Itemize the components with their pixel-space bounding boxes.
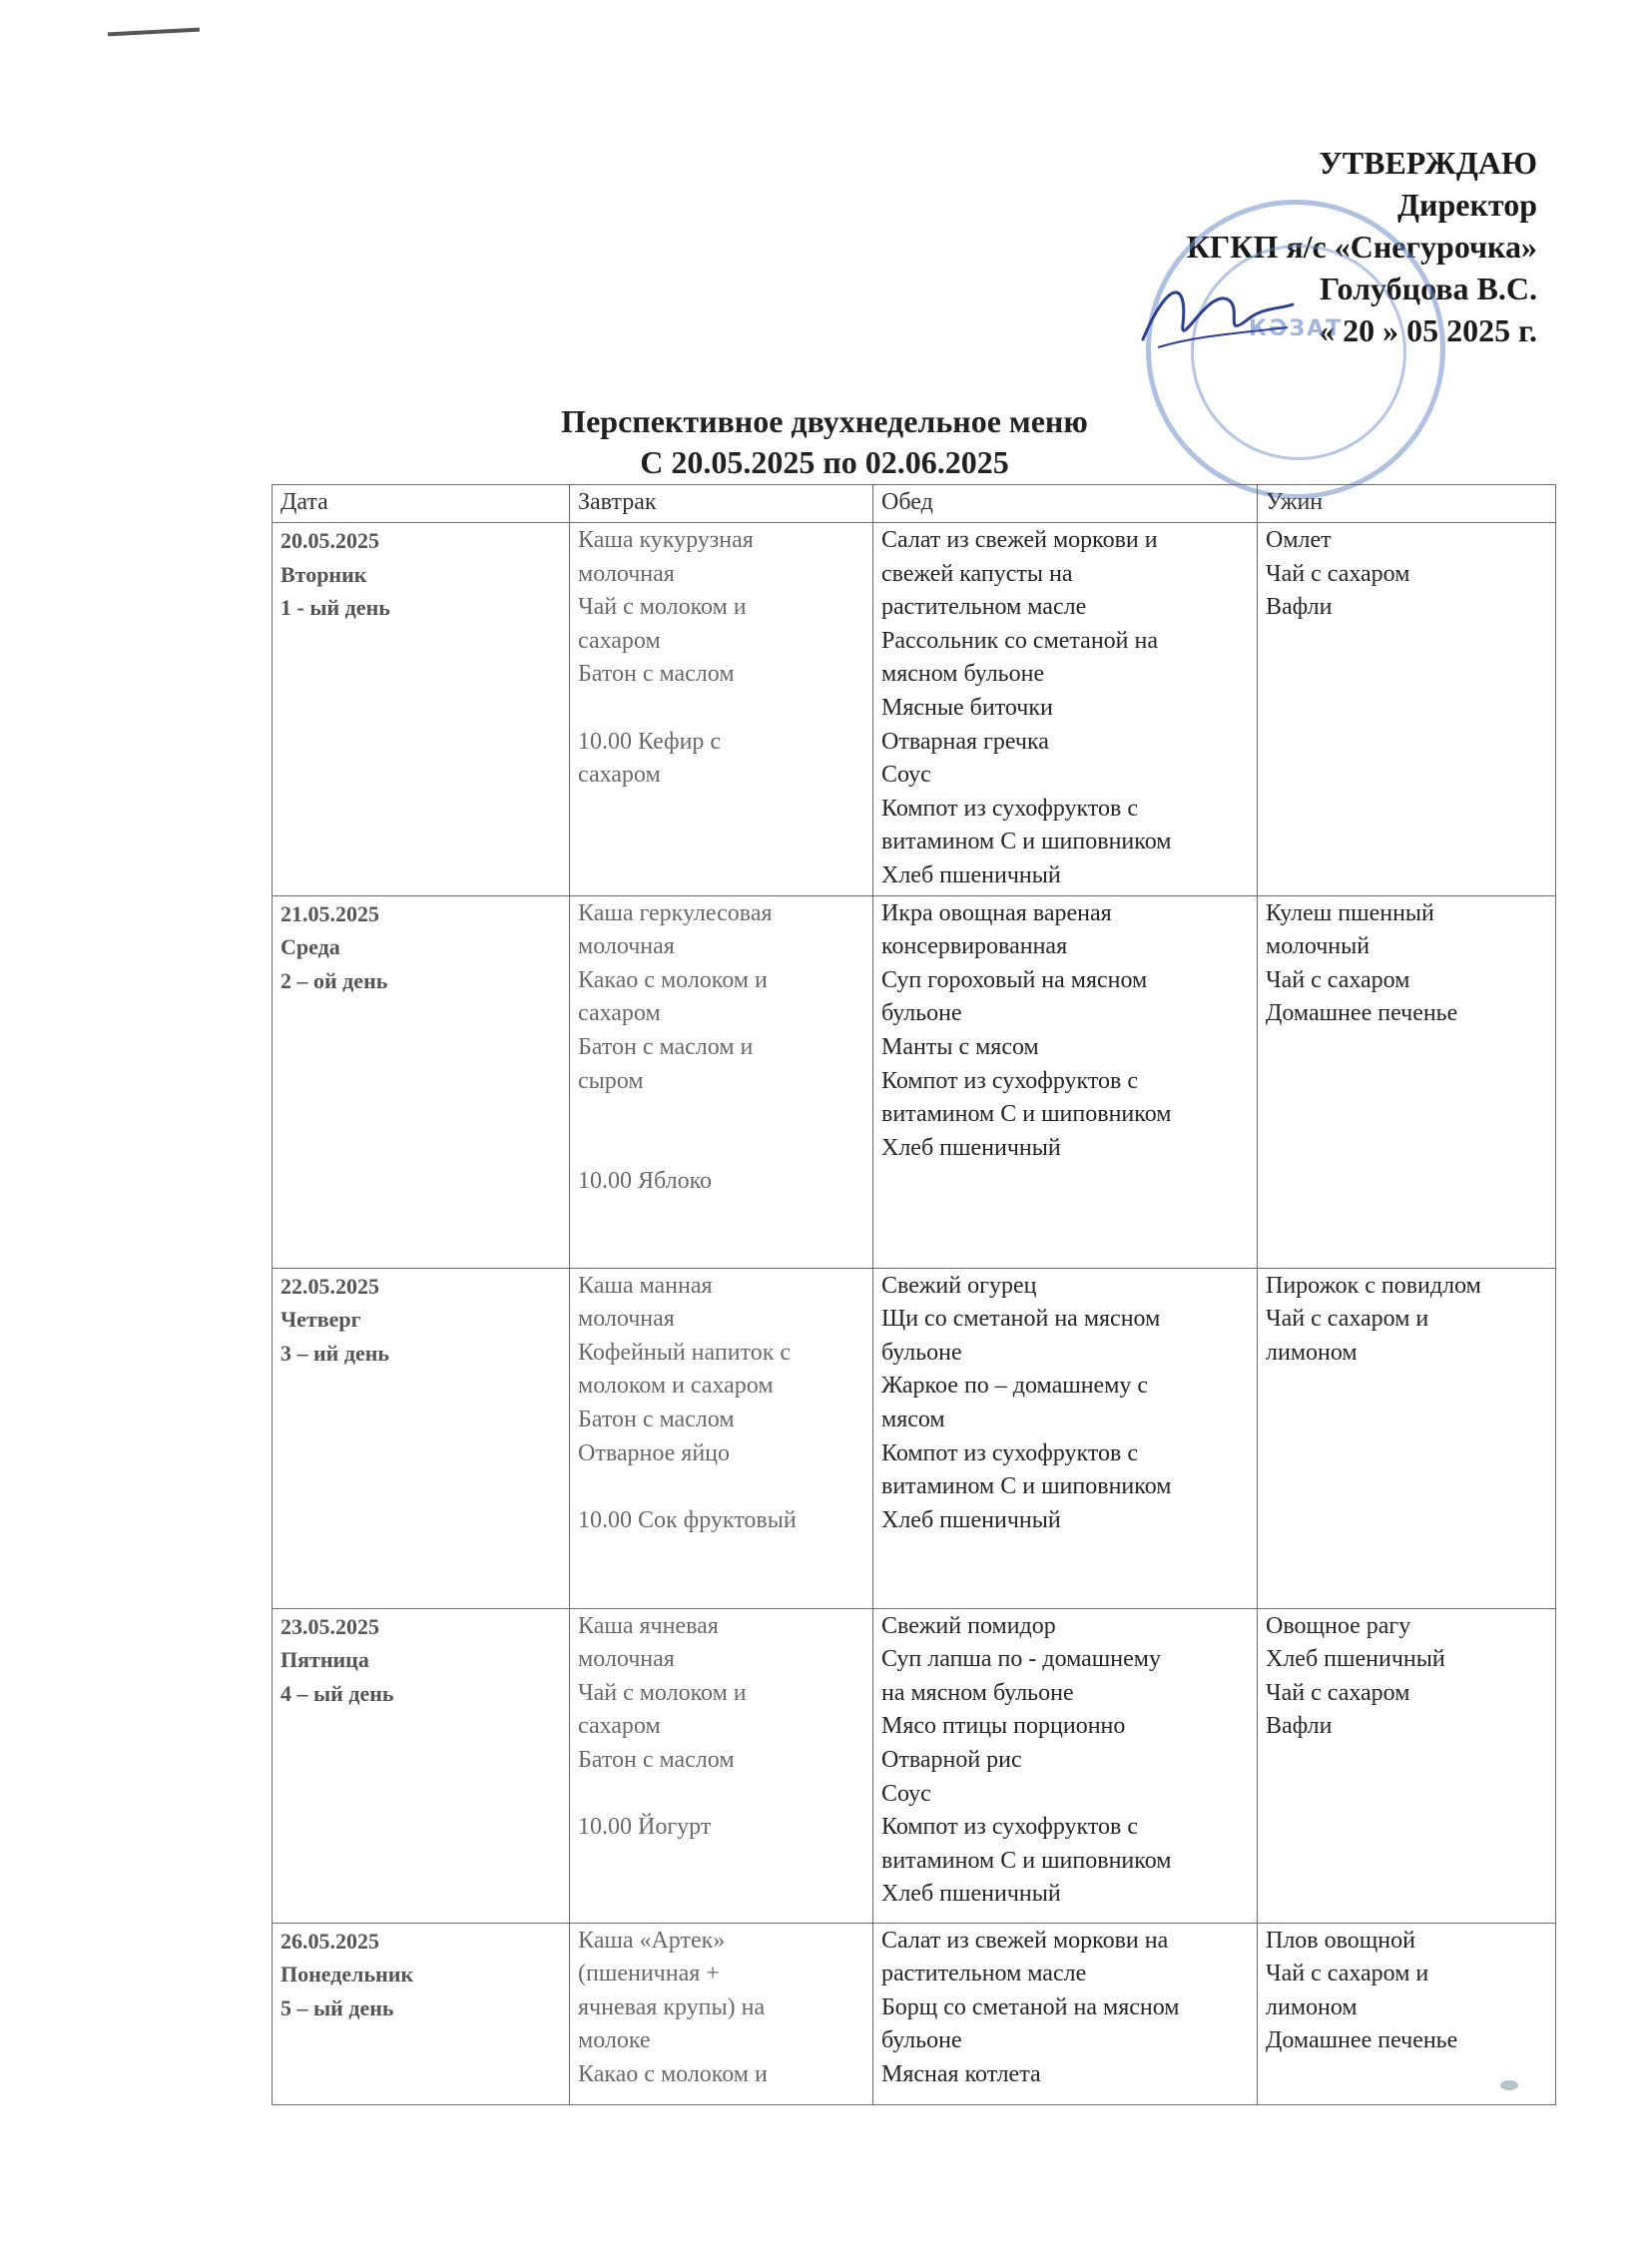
lunch-line: Рассольник со сметаной на	[881, 627, 1159, 654]
dinner-line: Чай с сахаром	[1266, 1679, 1410, 1706]
lunch-line: консервированная	[881, 933, 1068, 960]
dinner-line: Домашнее печенье	[1266, 1000, 1458, 1027]
breakfast-cell	[570, 1608, 873, 1923]
approval-name: Голубцова В.С.	[1319, 271, 1537, 306]
lunch-line: витамином С и шиповником	[881, 1473, 1172, 1500]
dinner-line: Омлет	[1266, 527, 1332, 553]
lunch-cell	[873, 523, 1258, 896]
breakfast-line: молочная	[578, 1646, 675, 1673]
dinner-line: Вафли	[1266, 1713, 1333, 1740]
lunch-line: бульоне	[881, 1000, 962, 1027]
dinner-line: Плов овощной	[1266, 1927, 1415, 1954]
breakfast-line: сахаром	[578, 1000, 661, 1027]
header-breakfast: Завтрак	[570, 485, 873, 523]
dinner-line: Овощное рагу	[1266, 1612, 1411, 1639]
breakfast-line: Чай с молоком и	[578, 594, 747, 621]
lunch-line: Хлеб пшеничный	[881, 1506, 1061, 1533]
dinner-line: молочный	[1266, 933, 1371, 960]
dinner-line: Чай с сахаром	[1266, 966, 1410, 993]
lunch-line: Свежий огурец	[881, 1272, 1037, 1299]
breakfast-line: 10.00 Яблоко	[578, 1168, 713, 1195]
breakfast-line: молоком и сахаром	[578, 1373, 774, 1400]
lunch-line: Соус	[881, 762, 931, 789]
breakfast-line: Чай с молоком и	[578, 1679, 747, 1706]
lunch-cell	[873, 895, 1258, 1268]
scan-speck	[1500, 2080, 1518, 2090]
lunch-line: Борщ со сметаной на мясном	[881, 1993, 1180, 2020]
breakfast-line: ячневая крупы) на	[578, 1993, 766, 2020]
breakfast-line: Какао с молоком и	[578, 966, 768, 993]
breakfast-line: Батон с маслом	[578, 1746, 735, 1773]
date-cell	[273, 1268, 570, 1608]
menu-table	[272, 484, 1556, 2105]
breakfast-cell	[570, 1268, 873, 1608]
date-line: 20.05.2025	[280, 528, 379, 553]
breakfast-line: сахаром	[578, 627, 661, 654]
breakfast-line: молоке	[578, 2027, 651, 2054]
breakfast-line: молочная	[578, 933, 675, 960]
dinner-line: Чай с сахаром и	[1266, 1306, 1429, 1333]
breakfast-line: Кофейный напиток с	[578, 1339, 792, 1366]
breakfast-line: Каша «Артек»	[578, 1927, 726, 1954]
date-line: 1 - ый день	[280, 595, 390, 621]
lunch-line: витамином С и шиповником	[881, 1101, 1172, 1128]
lunch-line: свежей капусты на	[881, 560, 1073, 587]
breakfast-line: сыром	[578, 1067, 644, 1094]
breakfast-line: (пшеничная +	[578, 1961, 720, 1987]
dinner-cell	[1258, 1923, 1556, 2104]
dinner-line: Чай с сахаром и	[1266, 1961, 1429, 1987]
date-line: Среда	[280, 934, 340, 960]
dinner-line: лимоном	[1266, 1339, 1358, 1366]
approval-position: Директор	[1397, 187, 1537, 223]
dinner-line: Пирожок с повидлом	[1266, 1272, 1481, 1299]
corner-mark	[108, 28, 200, 37]
lunch-line: витамином С и шиповником	[881, 1847, 1172, 1874]
lunch-line: растительном масле	[881, 594, 1087, 621]
lunch-line: растительном масле	[881, 1961, 1087, 1987]
date-line: 2 – ой день	[280, 967, 388, 993]
breakfast-line: молочная	[578, 1306, 675, 1333]
dinner-cell	[1258, 523, 1556, 896]
date-cell	[273, 1608, 570, 1923]
breakfast-line: Батон с маслом	[578, 1406, 735, 1432]
stamp-text: КӘЗАТ	[1248, 316, 1344, 341]
dinner-line: Кулеш пшенный	[1266, 899, 1434, 926]
lunch-line: бульоне	[881, 1339, 962, 1366]
date-line: 23.05.2025	[280, 1613, 379, 1639]
breakfast-cell	[570, 1923, 873, 2104]
date-cell	[273, 523, 570, 896]
date-line: Вторник	[280, 561, 367, 587]
header-lunch: Обед	[873, 485, 1258, 523]
approval-date: « 20 » 05 2025 г.	[1319, 312, 1537, 348]
date-line: Четверг	[280, 1307, 361, 1333]
blank-line	[578, 1778, 867, 1812]
breakfast-line: Каша кукурузная	[578, 527, 754, 553]
approval-organization: КГКП я/с «Снегурочка»	[1186, 229, 1537, 265]
date-line: 4 – ый день	[280, 1680, 394, 1706]
lunch-line: Компот из сухофруктов с	[881, 1814, 1139, 1841]
breakfast-line: Каша геркулесовая	[578, 899, 773, 926]
lunch-line: Компот из сухофруктов с	[881, 1439, 1139, 1466]
lunch-line: мясом	[881, 1406, 945, 1432]
breakfast-cell	[570, 523, 873, 896]
lunch-line: Свежий помидор	[881, 1612, 1056, 1639]
dinner-line: Домашнее печенье	[1266, 2027, 1458, 2054]
breakfast-line: Каша манная	[578, 1272, 713, 1299]
lunch-line: Мясные биточки	[881, 694, 1053, 721]
lunch-line: Салат из свежей моркови и	[881, 527, 1158, 553]
lunch-line: Хлеб пшеничный	[881, 1881, 1061, 1908]
breakfast-cell	[570, 895, 873, 1268]
breakfast-line: Отварное яйцо	[578, 1439, 731, 1466]
lunch-line: Компот из сухофруктов с	[881, 795, 1139, 822]
table-header-row	[273, 485, 1556, 523]
lunch-cell	[873, 1268, 1258, 1608]
dinner-line: Чай с сахаром	[1266, 560, 1410, 587]
date-line: 5 – ый день	[280, 1994, 394, 2020]
date-line: 22.05.2025	[280, 1273, 379, 1299]
breakfast-line: Батон с маслом	[578, 661, 735, 688]
breakfast-line: сахаром	[578, 762, 661, 789]
approval-title: УТВЕРЖДАЮ	[1319, 145, 1537, 181]
lunch-cell	[873, 1923, 1258, 2104]
dinner-cell	[1258, 1608, 1556, 1923]
lunch-line: Салат из свежей моркови на	[881, 1927, 1169, 1954]
lunch-line: Хлеб пшеничный	[881, 1134, 1061, 1161]
date-line: 3 – ий день	[280, 1340, 390, 1366]
lunch-line: Щи со сметаной на мясном	[881, 1306, 1161, 1333]
dinner-line: Хлеб пшеничный	[1266, 1646, 1445, 1673]
dinner-cell	[1258, 895, 1556, 1268]
breakfast-line: Батон с маслом и	[578, 1033, 754, 1060]
menu-heading	[0, 401, 1649, 483]
date-line: 21.05.2025	[280, 900, 379, 926]
date-line: Понедельник	[280, 1962, 414, 1987]
lunch-cell	[873, 1608, 1258, 1923]
dinner-cell	[1258, 1268, 1556, 1608]
blank-line	[578, 1132, 867, 1166]
table-row	[273, 523, 1556, 896]
table-row	[273, 1268, 1556, 1608]
lunch-line: Манты с мясом	[881, 1033, 1039, 1060]
lunch-line: Мясо птицы порционно	[881, 1713, 1126, 1740]
dinner-line: Вафли	[1266, 594, 1333, 621]
lunch-line: Икра овощная вареная	[881, 899, 1112, 926]
breakfast-line: Каша ячневая	[578, 1612, 719, 1639]
lunch-line: Жаркое по – домашнему с	[881, 1373, 1149, 1400]
breakfast-line: 10.00 Кефир с	[578, 728, 722, 755]
blank-line	[578, 1098, 867, 1132]
menu-period: С 20.05.2025 по 02.06.2025	[640, 444, 1009, 480]
table-row	[273, 1923, 1556, 2104]
lunch-line: витамином С и шиповником	[881, 829, 1172, 855]
lunch-line: на мясном бульоне	[881, 1679, 1074, 1706]
table-row	[273, 895, 1556, 1268]
lunch-line: Компот из сухофруктов с	[881, 1067, 1139, 1094]
breakfast-line: 10.00 Йогурт	[578, 1814, 712, 1841]
lunch-line: Мясная котлета	[881, 2060, 1041, 2087]
blank-line	[578, 692, 867, 726]
breakfast-line: 10.00 Сок фруктовый	[578, 1506, 797, 1533]
lunch-line: мясном бульоне	[881, 661, 1045, 688]
breakfast-line: сахаром	[578, 1713, 661, 1740]
lunch-line: Отварная гречка	[881, 728, 1049, 755]
lunch-line: Соус	[881, 1780, 931, 1807]
breakfast-line: Какао с молоком и	[578, 2060, 768, 2087]
header-dinner: Ужин	[1258, 485, 1556, 523]
date-cell	[273, 895, 570, 1268]
table-row	[273, 1608, 1556, 1923]
date-cell	[273, 1923, 570, 2104]
blank-line	[578, 1470, 867, 1504]
lunch-line: Суп лапша по - домашнему	[881, 1646, 1161, 1673]
date-line: 26.05.2025	[280, 1928, 379, 1954]
lunch-line: Суп гороховый на мясном	[881, 966, 1148, 993]
signature-icon	[1138, 270, 1298, 359]
header-date: Дата	[273, 485, 570, 523]
menu-title: Перспективное двухнедельное меню	[561, 403, 1088, 439]
date-line: Пятница	[280, 1647, 369, 1673]
lunch-line: Отварной рис	[881, 1746, 1022, 1773]
dinner-line: лимоном	[1266, 1993, 1358, 2020]
lunch-line: бульоне	[881, 2027, 962, 2054]
breakfast-line: молочная	[578, 560, 675, 587]
lunch-line: Хлеб пшеничный	[881, 861, 1061, 888]
